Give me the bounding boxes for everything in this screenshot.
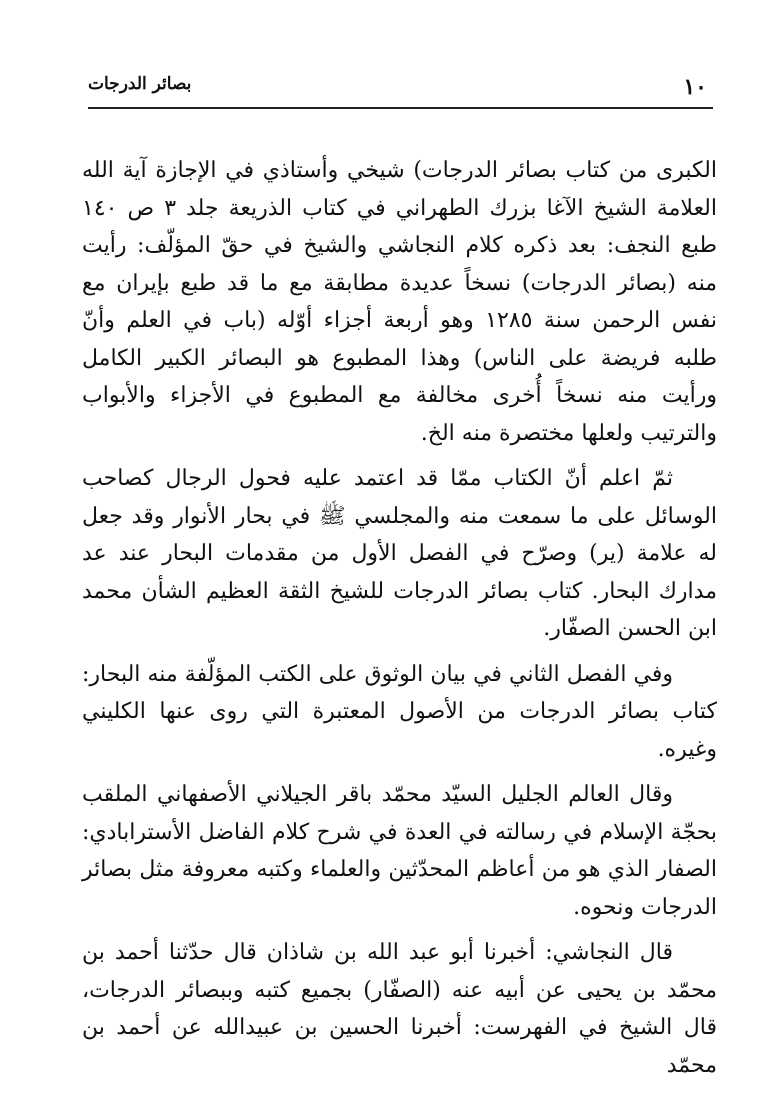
paragraph-4: وقال العالم الجليل السيّد محمّد باقر الجيلاني الأصفهاني الملقب بحجّة الإسلام في رسالته في العدة في شرح كلام الفاضل الأسترابادي: الصفار الذي هو من أعاظم المحدّثين والعلماء وكتبه معروفة مثل بصائر الدرجات ونحوه.: [82, 782, 717, 920]
paragraph-1: الكبرى من كتاب بصائر الدرجات) شيخي وأستاذي في الإجازة آية الله العلامة الشيخ الآغا بزرك الطهراني في كتاب الذريعة جلد ٣ ص ١٤٠ طبع النجف: بعد ذكره كلام النجاشي والشيخ في حقّ المؤلّف: رأيت منه (بصائر الدرجات) نسخاً عديدة مطابقة مع ما قد طبع بإيران مع نفس الرحمن سنة ١٢٨٥ وهو أربعة أجزاء أوّله (باب في العلم وأنّ طلبه فريضة على الناس) وهذا المطبوع هو البصائر الكبير الكامل ورأيت منه نسخاً أُخرى مخالفة مع المطبوع في الأجزاء والأبواب والترتيب ولعلها مختصرة منه الخ.: [82, 158, 717, 446]
header-rule: [88, 107, 713, 109]
page-header: [88, 70, 713, 106]
page-number: ١٠: [683, 74, 707, 100]
body-text: [82, 152, 717, 1092]
paragraph-2: ثمّ اعلم أنّ الكتاب ممّا قد اعتمد عليه فحول الرجال كصاحب الوسائل على ما سمعت منه والمجلسي ﷺ في بحار الأنوار وقد جعل له علامة (ير) وصرّح في الفصل الأول من مقدمات البحار عند عد مدارك البحار. كتاب بصائر الدرجات للشيخ الثقة العظيم الشأن محمد ابن الحسن الصفّار.: [82, 466, 717, 641]
paragraph-3: وفي الفصل الثاني في بيان الوثوق على الكتب المؤلّفة منه البحار: كتاب بصائر الدرجات من الأصول المعتبرة التي روى عنها الكليني وغيره.: [82, 661, 717, 762]
paragraph-5: قال النجاشي: أخبرنا أبو عبد الله بن شاذان قال حدّثنا أحمد بن محمّد بن يحيى عن أبيه عنه (الصفّار) بجميع كتبه وببصائر الدرجات، قال الشيخ في الفهرست: أخبرنا الحسين بن عبيدالله عن أحمد بن محمّد: [82, 940, 717, 1078]
running-title: بصائر الدرجات: [88, 74, 192, 94]
